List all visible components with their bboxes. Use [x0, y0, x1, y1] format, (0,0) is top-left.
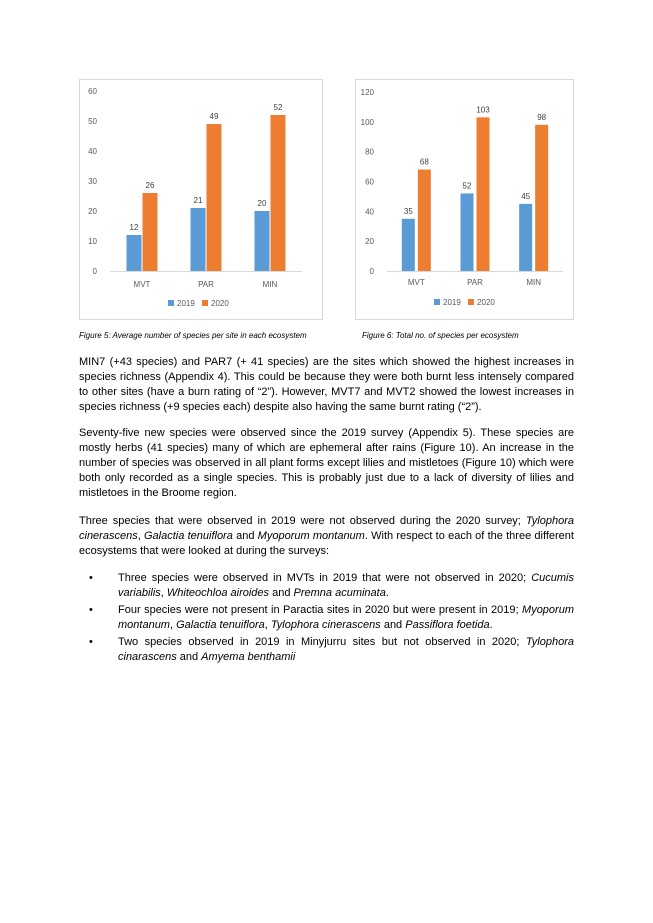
bullet-item: [79, 571, 574, 601]
data-label: 52: [273, 103, 283, 112]
species-name: Premna acuminata: [293, 587, 386, 599]
data-label: 49: [209, 112, 219, 121]
legend-label: 2020: [211, 299, 229, 308]
bar-2020: [207, 124, 222, 271]
text-run: and: [380, 619, 406, 631]
data-label: 68: [419, 157, 429, 167]
legend-label: 2020: [477, 298, 495, 307]
x-tick-label: MIN: [262, 280, 278, 289]
bar-2020: [143, 193, 158, 271]
y-tick-label: 0: [369, 267, 374, 276]
y-tick-label: 80: [365, 147, 374, 157]
figure-6-caption: Figure 6: Total no. of species per ecosystem: [362, 331, 519, 340]
text-run: Two species observed in 2019 in Minyjurru sites but not observed in 2020;: [118, 636, 526, 648]
y-tick-label: 100: [360, 117, 374, 127]
legend-swatch-2019: [168, 300, 174, 306]
bar-2019: [461, 193, 474, 271]
data-label: 98: [537, 112, 547, 122]
figure-5-caption: Figure 5: Average number of species per site in each ecosystem: [79, 331, 307, 340]
text-run: Four species were not present in Paractia sites in 2020 but were present in 2019;: [118, 604, 523, 616]
text-run: Three species were observed in MVTs in 2019 that were not observed in 2020;: [118, 572, 532, 584]
y-tick-label: 50: [88, 117, 97, 126]
species-name: Cucumis variabilis: [118, 572, 574, 599]
x-tick-label: PAR: [467, 278, 483, 287]
legend-swatch-2019: [434, 299, 440, 305]
y-tick-label: 40: [88, 147, 97, 156]
y-tick-label: 20: [365, 237, 374, 247]
bullet-item: [79, 635, 574, 665]
figure-5-chart: [79, 79, 323, 320]
bar-2020: [477, 117, 490, 271]
bar-2020: [271, 115, 286, 271]
species-name: Whiteochloa airoides: [166, 587, 270, 599]
figure-6-chart: [355, 79, 574, 320]
x-tick-label: MVT: [407, 278, 425, 287]
data-label: 20: [257, 199, 267, 208]
text-run: Three species that were observed in 2019 were not observed during the 2020 survey;: [79, 515, 526, 527]
legend-label: 2019: [177, 299, 195, 308]
species-name: Galactia tenuiflora: [144, 530, 233, 542]
species-name: Tylophora cinerascens: [79, 515, 574, 542]
data-label: 21: [193, 196, 203, 205]
legend-swatch-2020: [202, 300, 208, 306]
species-name: Passiflora foetida: [405, 619, 490, 631]
x-tick-label: MVT: [133, 280, 151, 289]
paragraph-3: [79, 514, 574, 559]
text-run: ,: [160, 587, 167, 599]
text-run: ,: [137, 530, 144, 542]
data-label: 45: [521, 191, 531, 201]
legend-swatch-2020: [468, 299, 474, 305]
y-tick-label: 30: [88, 177, 97, 186]
data-label: 103: [476, 105, 490, 115]
y-tick-label: 40: [365, 207, 374, 217]
bullet-icon: •: [89, 636, 93, 648]
text-run: and: [269, 587, 294, 599]
y-tick-label: 10: [88, 237, 97, 246]
data-label: 26: [145, 181, 155, 190]
species-name: Myoporum montanum: [257, 530, 365, 542]
bullet-icon: •: [89, 572, 93, 584]
paragraph-1: [79, 355, 574, 415]
figure-5-svg: [80, 80, 322, 319]
bullet-item: [79, 603, 574, 633]
bullet-list: [79, 571, 574, 667]
bar-2019: [191, 208, 206, 271]
x-tick-label: MIN: [526, 278, 542, 287]
paragraph-2: [79, 426, 574, 501]
bar-2019: [255, 211, 270, 271]
text-run: MIN7 (+43 species) and PAR7 (+ 41 species) are the sites which showed the highest increases in species richness (Appendix 4). This could be because they were both burnt less intensely compared to other sites (have a burn rating of “2”). However, MVT7 and MVT2 showed the lowest increases in species richness (+9 species each) despite also having the same burnt rating (“2”).: [79, 356, 574, 413]
text-run: and: [232, 530, 258, 542]
bar-2019: [127, 235, 142, 271]
text-run: ,: [169, 619, 177, 631]
text-run: . With respect to each of the three different ecosystems that were looked at during the surveys:: [79, 530, 574, 557]
text-run: Seventy-five new species were observed since the 2019 survey (Appendix 5). These species are mostly herbs (41 species) many of which are ephemeral after rains (Figure 10). An increase in the number of species was observed in all plant forms except lilies and mistletoes (Figure 10) which were both only recorded as a single species. This is probably just due to a lack of diversity of lilies and mistletoes in the Broome region.: [79, 427, 574, 499]
bullet-icon: •: [89, 604, 93, 616]
species-name: Myoporum montanum: [118, 604, 574, 631]
data-label: 12: [129, 223, 139, 232]
y-tick-label: 120: [360, 88, 374, 97]
data-label: 35: [403, 206, 413, 216]
legend-label: 2019: [443, 298, 461, 307]
bar-2019: [402, 219, 415, 271]
text-run: ,: [264, 619, 271, 631]
species-name: Amyema benthamii: [201, 651, 296, 663]
bar-2020: [535, 125, 548, 271]
y-tick-label: 0: [92, 267, 97, 276]
species-name: Tylophora cinarascens: [118, 636, 574, 663]
bar-2020: [418, 170, 431, 271]
data-label: 52: [462, 181, 472, 191]
figure-6-svg: [356, 80, 573, 319]
bar-2019: [519, 204, 532, 271]
text-run: .: [385, 587, 389, 599]
y-tick-label: 60: [365, 177, 374, 187]
species-name: Galactia tenuiflora: [176, 619, 265, 631]
species-name: Tylophora cinerascens: [270, 619, 381, 631]
y-tick-label: 60: [88, 87, 97, 96]
text-run: .: [489, 619, 493, 631]
x-tick-label: PAR: [198, 280, 214, 289]
text-run: and: [176, 651, 202, 663]
y-tick-label: 20: [88, 207, 97, 216]
